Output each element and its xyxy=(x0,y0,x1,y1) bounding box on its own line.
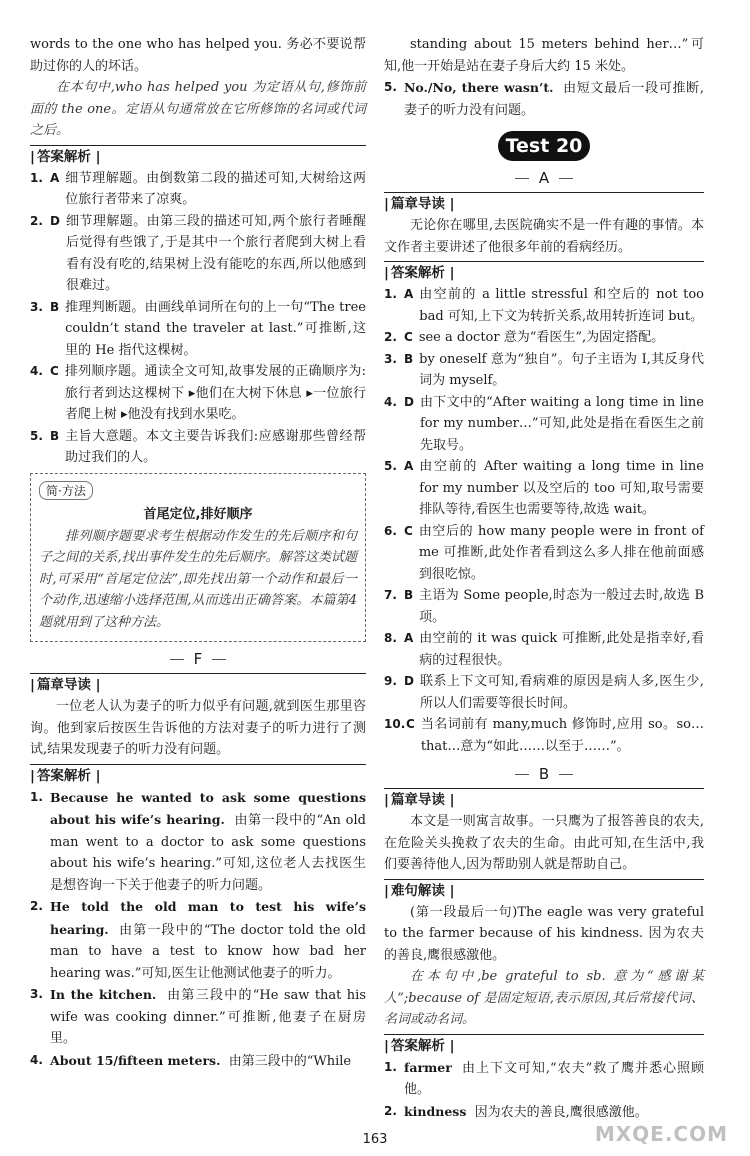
answer-explanation: 排列顺序题。通读全文可知,故事发展的正确顺序为:旅行者到达这棵树下 ▸他们在大树下休息 ▸一位旅行者爬上树 ▸他没有找到水果吃。 xyxy=(64,364,366,422)
section-letter-b: B xyxy=(384,763,704,785)
answer-list-a xyxy=(384,284,704,757)
right-column xyxy=(384,34,704,1123)
item-body xyxy=(50,896,366,984)
section-heading-answer-analysis-b: | 答案解析 | xyxy=(384,1034,704,1057)
list-item xyxy=(30,984,366,1050)
answer-explanation: 由上下文可知,“农夫”救了鹰并悉心照顾他。 xyxy=(404,1060,704,1097)
answer-key: kindness xyxy=(404,1103,467,1119)
list-item xyxy=(384,521,704,586)
answer-explanation: 联系上下文可知,看病难的原因是病人多,医生少,所以人们需要等很长时间。 xyxy=(419,674,704,711)
answer-explanation: 由第一段中的“The doctor told the old man to have a test to know how bad her hearing was.”可知,医生让他测试他妻子的听力。 xyxy=(50,922,367,981)
section-heading-reading-guide-f: | 篇章导读 | xyxy=(30,673,366,696)
answer-explanation: 由短文最后一段可推断,妻子的听力没有问题。 xyxy=(404,81,704,118)
answer-explanation: by oneself 意为“独自”。句子主语为 I,其反身代词为 myself。 xyxy=(419,351,704,388)
item-number: 1. xyxy=(30,789,43,804)
answer-key: No./No, there wasn’t. xyxy=(404,80,554,95)
answer-explanation: 由空前的 After waiting a long time in line for my number 以及空后的 too 可知,取号需要排队等待,看医生也需要等待,故选 wait。 xyxy=(419,459,704,517)
answer-key: D xyxy=(404,674,414,688)
list-item xyxy=(384,392,704,457)
answer-key: D xyxy=(404,394,414,409)
item-body xyxy=(50,1050,366,1073)
item-body xyxy=(404,1101,704,1124)
answer-list-b xyxy=(384,1057,704,1124)
item-body xyxy=(419,349,704,392)
answer-key: About 15/fifteen meters. xyxy=(50,1052,221,1068)
answer-explanation: 由第三段中的“He saw that his wife was cooking dinner.”可推断,他妻子在厨房里。 xyxy=(50,988,367,1046)
item-body xyxy=(65,297,366,362)
answer-key: B xyxy=(404,588,414,602)
section-heading-answer-analysis-a: | 答案解析 | xyxy=(384,261,704,284)
item-number: 1. xyxy=(30,170,43,185)
watermark-logo: MXQE.COM xyxy=(594,1122,728,1146)
answer-explanation: 由空前的 a little stressful 和空后的 not too bad 可知,上下文为转折关系,故用转折连词 but。 xyxy=(419,287,704,324)
item-number: 10. xyxy=(384,717,406,731)
item-number: 5. xyxy=(384,459,397,473)
answer-key: A xyxy=(404,287,414,301)
item-number: 2. xyxy=(30,213,43,228)
answer-list-f xyxy=(30,787,366,1073)
item-body xyxy=(50,787,366,897)
list-item xyxy=(384,327,704,349)
item-body xyxy=(65,168,366,211)
answer-key: B xyxy=(50,428,60,443)
section-heading-difficult-sentence: | 难句解读 | xyxy=(384,879,704,902)
method-box xyxy=(30,473,366,643)
item-number: 2. xyxy=(384,330,397,344)
answer-explanation: 推理判断题。由画线单词所在句的上一句“The tree couldn’t stand the traveler at last.”可推断,这里的 He 指代这棵树。 xyxy=(65,299,366,358)
answer-key: A xyxy=(404,631,414,645)
method-tag: 简·方法 xyxy=(39,481,93,500)
list-item xyxy=(384,1057,704,1101)
section-heading-answer-analysis-1: | 答案解析 | xyxy=(30,145,366,168)
item-body xyxy=(419,628,704,671)
answer-explanation: 由空后的 how many people were in front of me 可推断,此处作者看到这么多人排在他前面感到很吃惊。 xyxy=(418,523,704,582)
item-body xyxy=(65,361,366,426)
answer-explanation: 由第一段中的“An old man went to a doctor to ask some questions about his wife’s hearing.”可知,这位老人去找医生是想咨询一下关于他妻子的听力问题。 xyxy=(50,813,366,893)
answer-explanation: see a doctor 意为“看医生”,为固定搭配。 xyxy=(418,330,665,345)
item-number: 3. xyxy=(30,987,43,1001)
answer-explanation: 当名词前有 many,much 修饰时,应用 so。so…that…意为“如此……以至于……”。 xyxy=(420,717,704,754)
item-body xyxy=(420,671,704,714)
section-letter-a: A xyxy=(384,167,704,189)
answer-explanation: 由下文中的“After waiting a long time in line for my number…”可知,此处是指在看医生之前先取号。 xyxy=(419,394,704,453)
list-item xyxy=(384,671,704,714)
list-item xyxy=(30,787,366,897)
item-body xyxy=(420,392,704,457)
item-number: 6. xyxy=(384,523,397,538)
item-body xyxy=(65,426,366,469)
section-heading-answer-analysis-f: | 答案解析 | xyxy=(30,764,366,787)
left-column xyxy=(30,34,366,1072)
answer-key: A xyxy=(50,170,60,185)
answer-key: He told the old man to test his wife’s hearing. xyxy=(50,899,366,937)
answer-key: C xyxy=(406,717,415,731)
list-item xyxy=(384,1101,704,1124)
list-item xyxy=(384,349,704,392)
answer-key: B xyxy=(50,299,60,314)
answer-explanation: 因为农夫的善良,鹰很感激他。 xyxy=(474,1104,648,1120)
item-body xyxy=(419,456,704,521)
list-item xyxy=(30,297,366,362)
list-item xyxy=(30,361,366,426)
difficult-sentence-note: 在本句中,be grateful to sb. 意为“感谢某人”;because of 是固定短语,表示原因,其后常接代词、名词或动名词。 xyxy=(384,969,704,1027)
list-item xyxy=(384,628,704,671)
item-number: 2. xyxy=(30,899,43,913)
continued-answer-text: standing about 15 meters behind her…”可知,他一开始是站在妻子身后大约 15 米处。 xyxy=(384,37,704,74)
answer-key: D xyxy=(50,213,60,228)
list-item xyxy=(30,211,366,297)
item-number: 4. xyxy=(30,364,43,378)
section-heading-reading-guide-b: | 篇章导读 | xyxy=(384,788,704,811)
list-item xyxy=(384,585,704,628)
list-item xyxy=(384,456,704,521)
item-body xyxy=(404,1057,704,1101)
list-item xyxy=(384,77,704,121)
item-number: 3. xyxy=(384,351,397,366)
method-title: 首尾定位,排好顺序 xyxy=(143,506,253,522)
item-number: 4. xyxy=(30,1052,43,1067)
item-number: 4. xyxy=(384,394,397,409)
item-number: 2. xyxy=(384,1103,397,1118)
reading-guide-f-text: 一位老人认为妻子的听力似乎有问题,就到医生那里咨询。他到家后按医生告诉他的方法对妻子的听力进行了测试,结果发现妻子的听力没有问题。 xyxy=(30,699,366,757)
item-body xyxy=(419,327,704,349)
item-number: 1. xyxy=(384,287,397,301)
item-number: 5. xyxy=(30,428,43,443)
answer-key: C xyxy=(50,364,59,378)
answer-explanation: 由第三段中的“While xyxy=(228,1053,352,1069)
reading-guide-a-text: 无论你在哪里,去医院确实不是一件有趣的事情。本文作者主要讲述了他很多年前的看病经历。 xyxy=(384,218,704,255)
list-item xyxy=(30,168,366,211)
grammar-note: 在本句中,who has helped you 为定语从句,修饰前面的 the one。定语从句通常放在它所修饰的名词或代词之后。 xyxy=(30,80,366,138)
list-item xyxy=(30,1050,366,1073)
answer-key: C xyxy=(404,523,413,538)
answer-explanation: 细节理解题。由第三段的描述可知,两个旅行者睡醒后觉得有些饿了,于是其中一个旅行者爬到大树上看看有没有吃的,结果树上没有能吃的东西,所以他感到很难过。 xyxy=(65,213,366,293)
item-body xyxy=(50,984,366,1050)
list-item xyxy=(384,284,704,327)
list-item xyxy=(30,426,366,469)
page-number: 163 xyxy=(362,1132,388,1147)
list-item xyxy=(384,714,704,757)
answer-explanation: 主语为 Some people,时态为一般过去时,故选 B 项。 xyxy=(419,588,704,625)
answer-key: In the kitchen. xyxy=(50,987,157,1002)
item-number: 8. xyxy=(384,631,397,645)
item-body xyxy=(419,521,704,586)
item-number: 5. xyxy=(384,80,397,94)
difficult-sentence-text: (第一段最后一句)The eagle was very grateful to the farmer because of his kindness. 因为农夫的善良,鹰很感激他。 xyxy=(384,904,704,963)
item-number: 9. xyxy=(384,674,397,688)
section-heading-reading-guide-a: | 篇章导读 | xyxy=(384,192,704,215)
item-body xyxy=(419,284,704,327)
section-letter-f: F xyxy=(30,648,366,670)
answer-key: farmer xyxy=(404,1059,452,1075)
answer-explanation: 主旨大意题。本文主要告诉我们:应感谢那些曾经帮助过我们的人。 xyxy=(65,428,366,465)
answer-key: Because he wanted to ask some questions about his wife’s hearing. xyxy=(50,789,366,827)
item-number: 1. xyxy=(384,1059,397,1074)
answer-explanation: 由空前的 it was quick 可推断,此处是指幸好,看病的过程很快。 xyxy=(419,631,704,668)
answer-key: B xyxy=(404,351,414,366)
method-text: 排列顺序题要求考生根据动作发生的先后顺序和句子之间的关系,找出事件发生的先后顺序。解答这类试题时,可采用“首尾定位法”,即先找出第一个动作和最后一个动作,迅速缩小选择范围,从而选出正确答案。本篇第4题就用到了这种方法。 xyxy=(39,528,357,630)
item-number: 7. xyxy=(384,588,397,602)
item-body xyxy=(421,714,704,757)
reading-guide-b-text: 本文是一则寓言故事。一只鹰为了报答善良的农夫,在危险关头挽救了农夫的生命。由此可知,在生活中,我们要善待他人,因为帮助别人就是帮助自己。 xyxy=(384,814,704,872)
continued-paragraph: words to the one who has helped you. 务必不要说帮助过你的人的坏话。 xyxy=(30,37,366,74)
answer-explanation: 细节理解题。由倒数第二段的描述可知,大树给这两位旅行者带来了凉爽。 xyxy=(65,170,366,207)
list-item xyxy=(30,896,366,984)
item-body xyxy=(419,585,704,628)
answer-key: A xyxy=(404,459,414,473)
item-body xyxy=(66,211,366,297)
answer-list-1 xyxy=(30,168,366,469)
item-number: 3. xyxy=(30,299,43,314)
answer-key: C xyxy=(404,330,413,344)
test-badge: Test 20 xyxy=(498,131,590,161)
